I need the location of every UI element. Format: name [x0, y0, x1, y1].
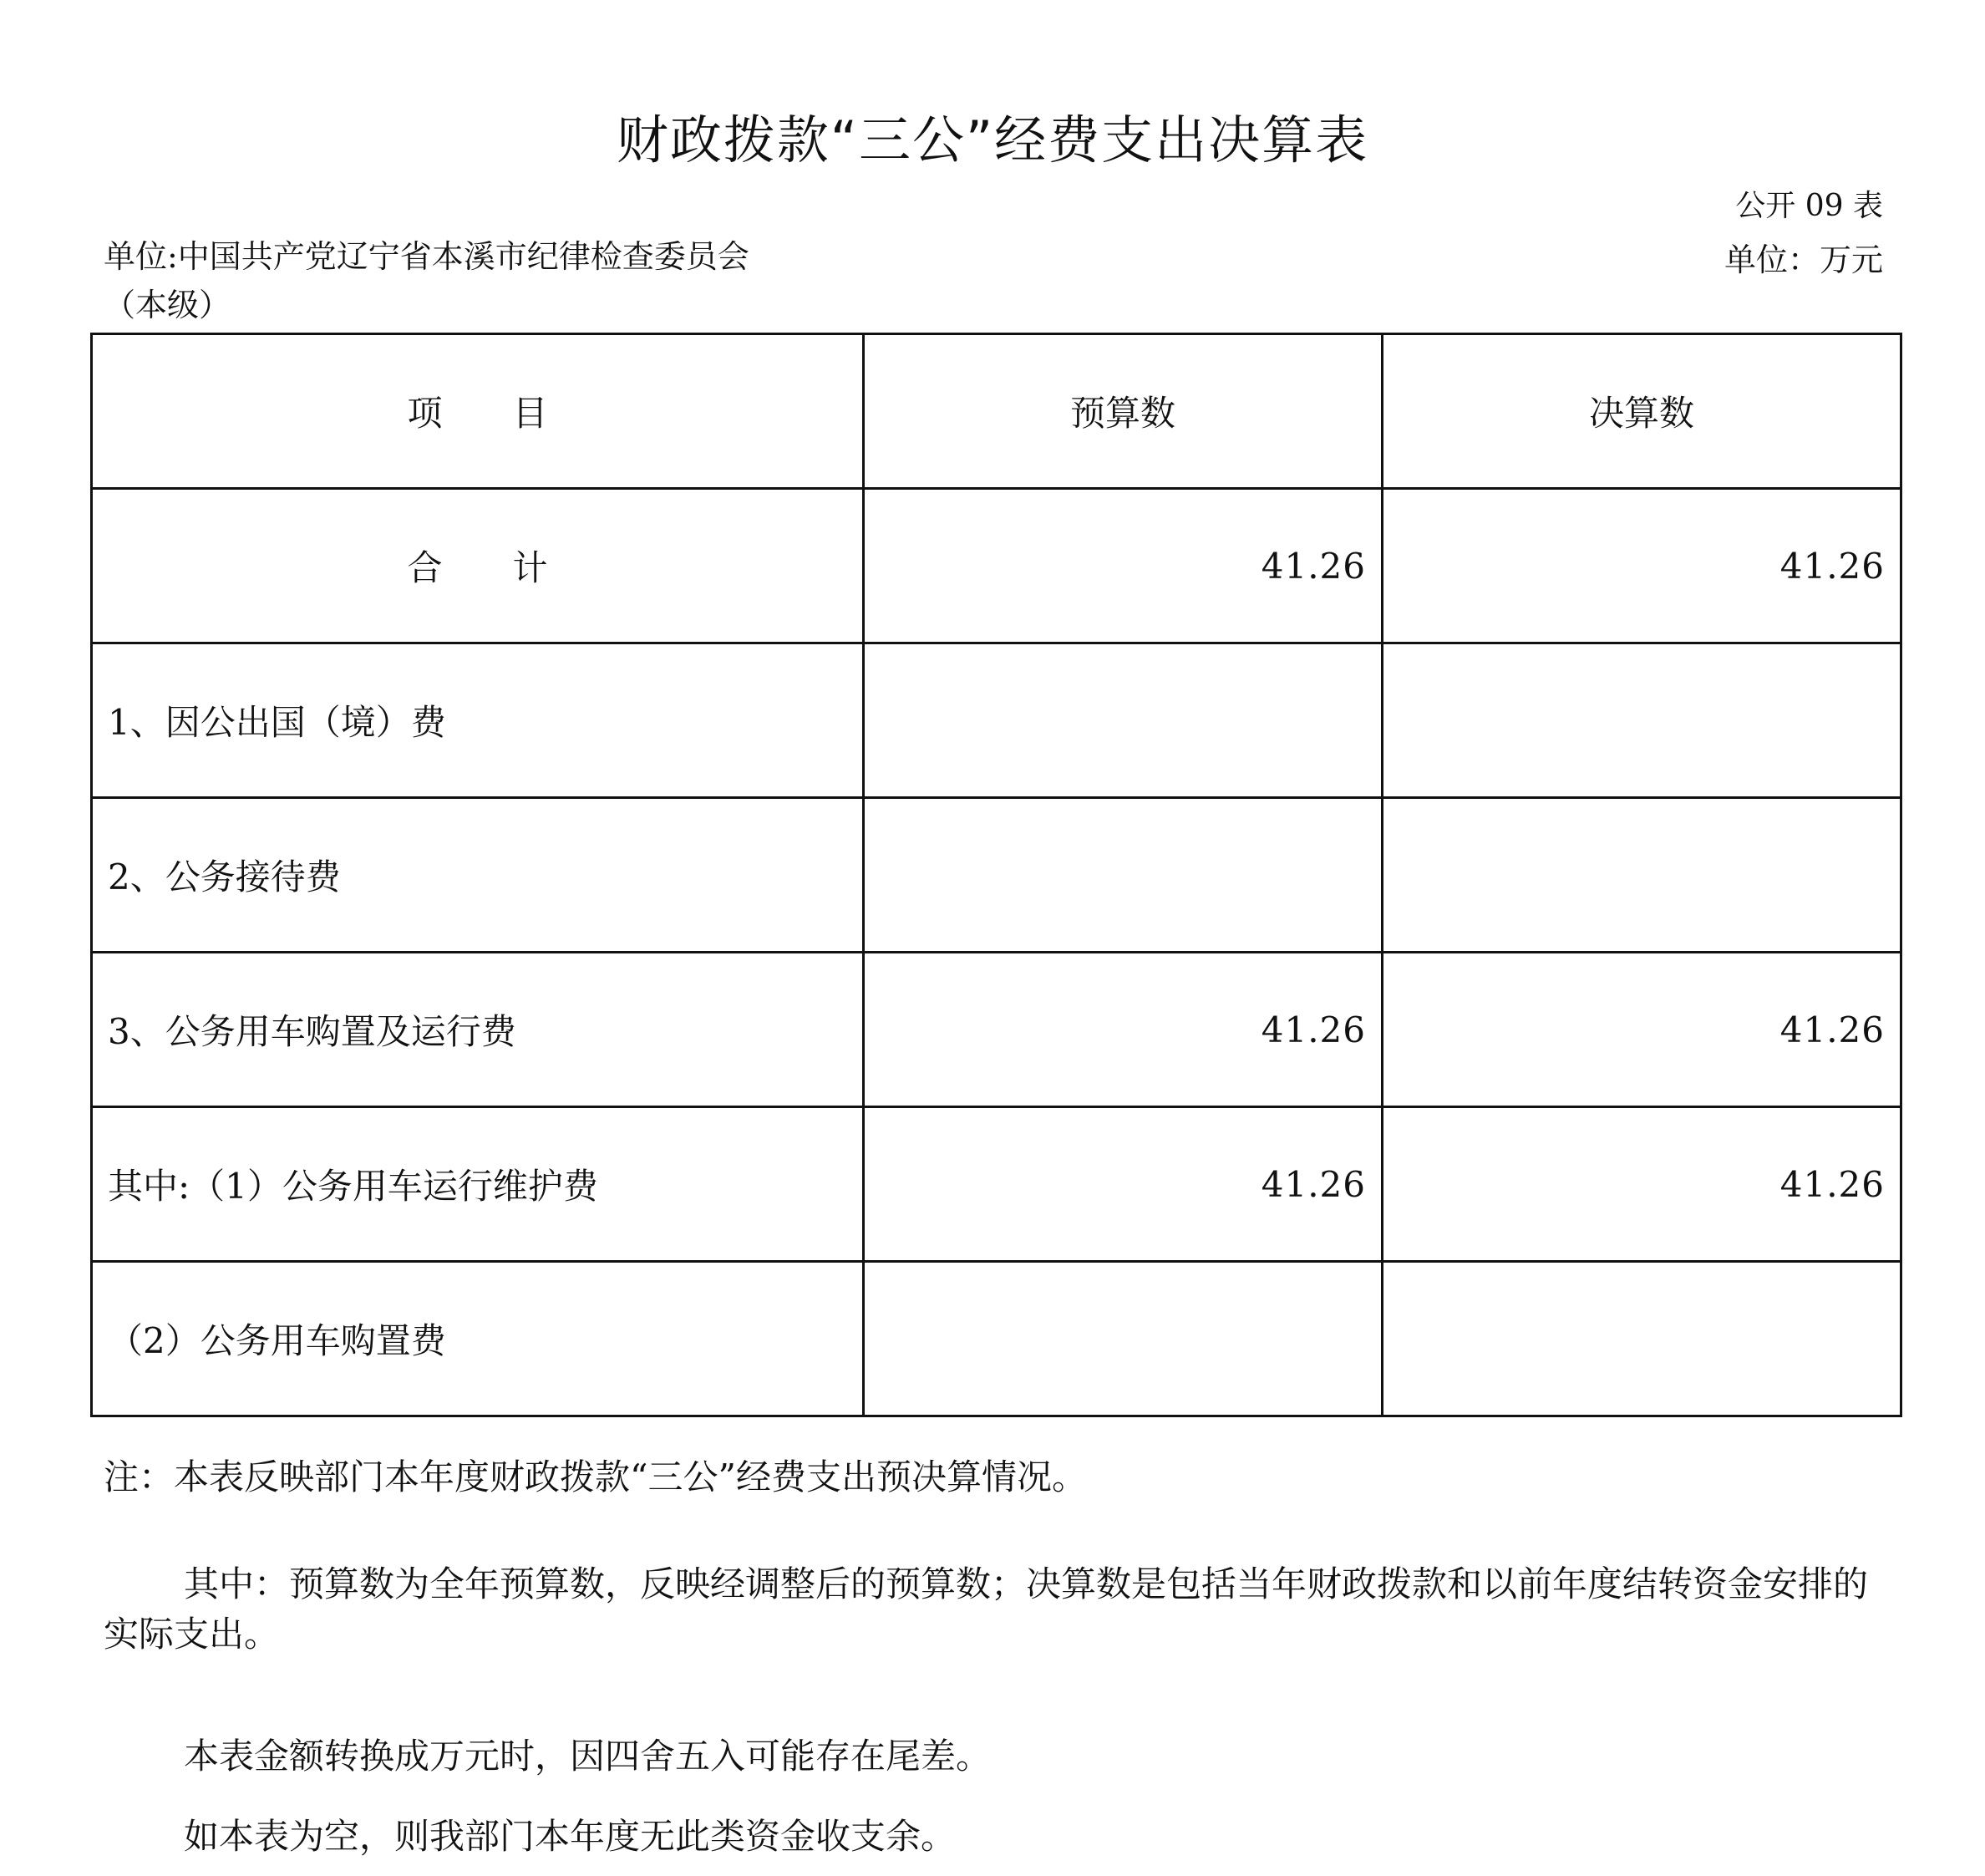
- budget-value: [864, 643, 1383, 798]
- note-rounding: 本表金额转换成万元时，因四舍五入可能存在尾差。: [184, 1736, 992, 1777]
- header-item: 项 目: [92, 334, 864, 489]
- currency-unit: 单位：万元: [1724, 241, 1883, 278]
- table-row-total: [92, 489, 1901, 643]
- table-row-overseas: [92, 643, 1901, 798]
- table-row-vehicle-maintenance: [92, 1107, 1901, 1262]
- final-value: 41.26: [1383, 489, 1901, 643]
- page-title: 财政拨款“三公”经费支出决算表: [616, 109, 1369, 170]
- budget-value: 41.26: [864, 489, 1383, 643]
- budget-value: 41.26: [864, 953, 1383, 1107]
- note-summary: 注：本表反映部门本年度财政拨款“三公”经费支出预决算情况。: [104, 1457, 1087, 1497]
- table-number: 公开 09 表: [1735, 189, 1883, 223]
- row-label: 1、因公出国（境）费: [92, 643, 864, 798]
- table-header-row: [92, 334, 1901, 489]
- expenditure-table: [90, 333, 1902, 1417]
- row-label: 合 计: [92, 489, 864, 643]
- row-label: 2、公务接待费: [92, 798, 864, 953]
- note-definitions: 其中：预算数为全年预算数，反映经调整后的预算数；决算数是包括当年财政拨款和以前年度结转资金安排的实际支出。: [104, 1563, 1869, 1655]
- organization-unit: [104, 232, 749, 329]
- final-value: 41.26: [1383, 953, 1901, 1107]
- row-label: （2）公务用车购置费: [92, 1262, 864, 1416]
- organization-name: 单位:中国共产党辽宁省本溪市纪律检查委员会: [104, 238, 749, 275]
- row-label: 其中:（1）公务用车运行维护费: [92, 1107, 864, 1262]
- final-value: [1383, 1262, 1901, 1416]
- budget-value: [864, 798, 1383, 953]
- row-label: 3、公务用车购置及运行费: [92, 953, 864, 1107]
- final-value: 41.26: [1383, 1107, 1901, 1262]
- final-value: [1383, 798, 1901, 953]
- table-row-reception: [92, 798, 1901, 953]
- budget-value: 41.26: [864, 1107, 1383, 1262]
- table-row-vehicle-purchase: [92, 1262, 1901, 1416]
- budget-value: [864, 1262, 1383, 1416]
- table-row-vehicle: [92, 953, 1901, 1107]
- note-empty-table: 如本表为空，则我部门本年度无此类资金收支余。: [184, 1816, 957, 1857]
- header-budget: 预算数: [864, 334, 1383, 489]
- organization-level: （本级）: [104, 287, 231, 323]
- header-final: 决算数: [1383, 334, 1901, 489]
- final-value: [1383, 643, 1901, 798]
